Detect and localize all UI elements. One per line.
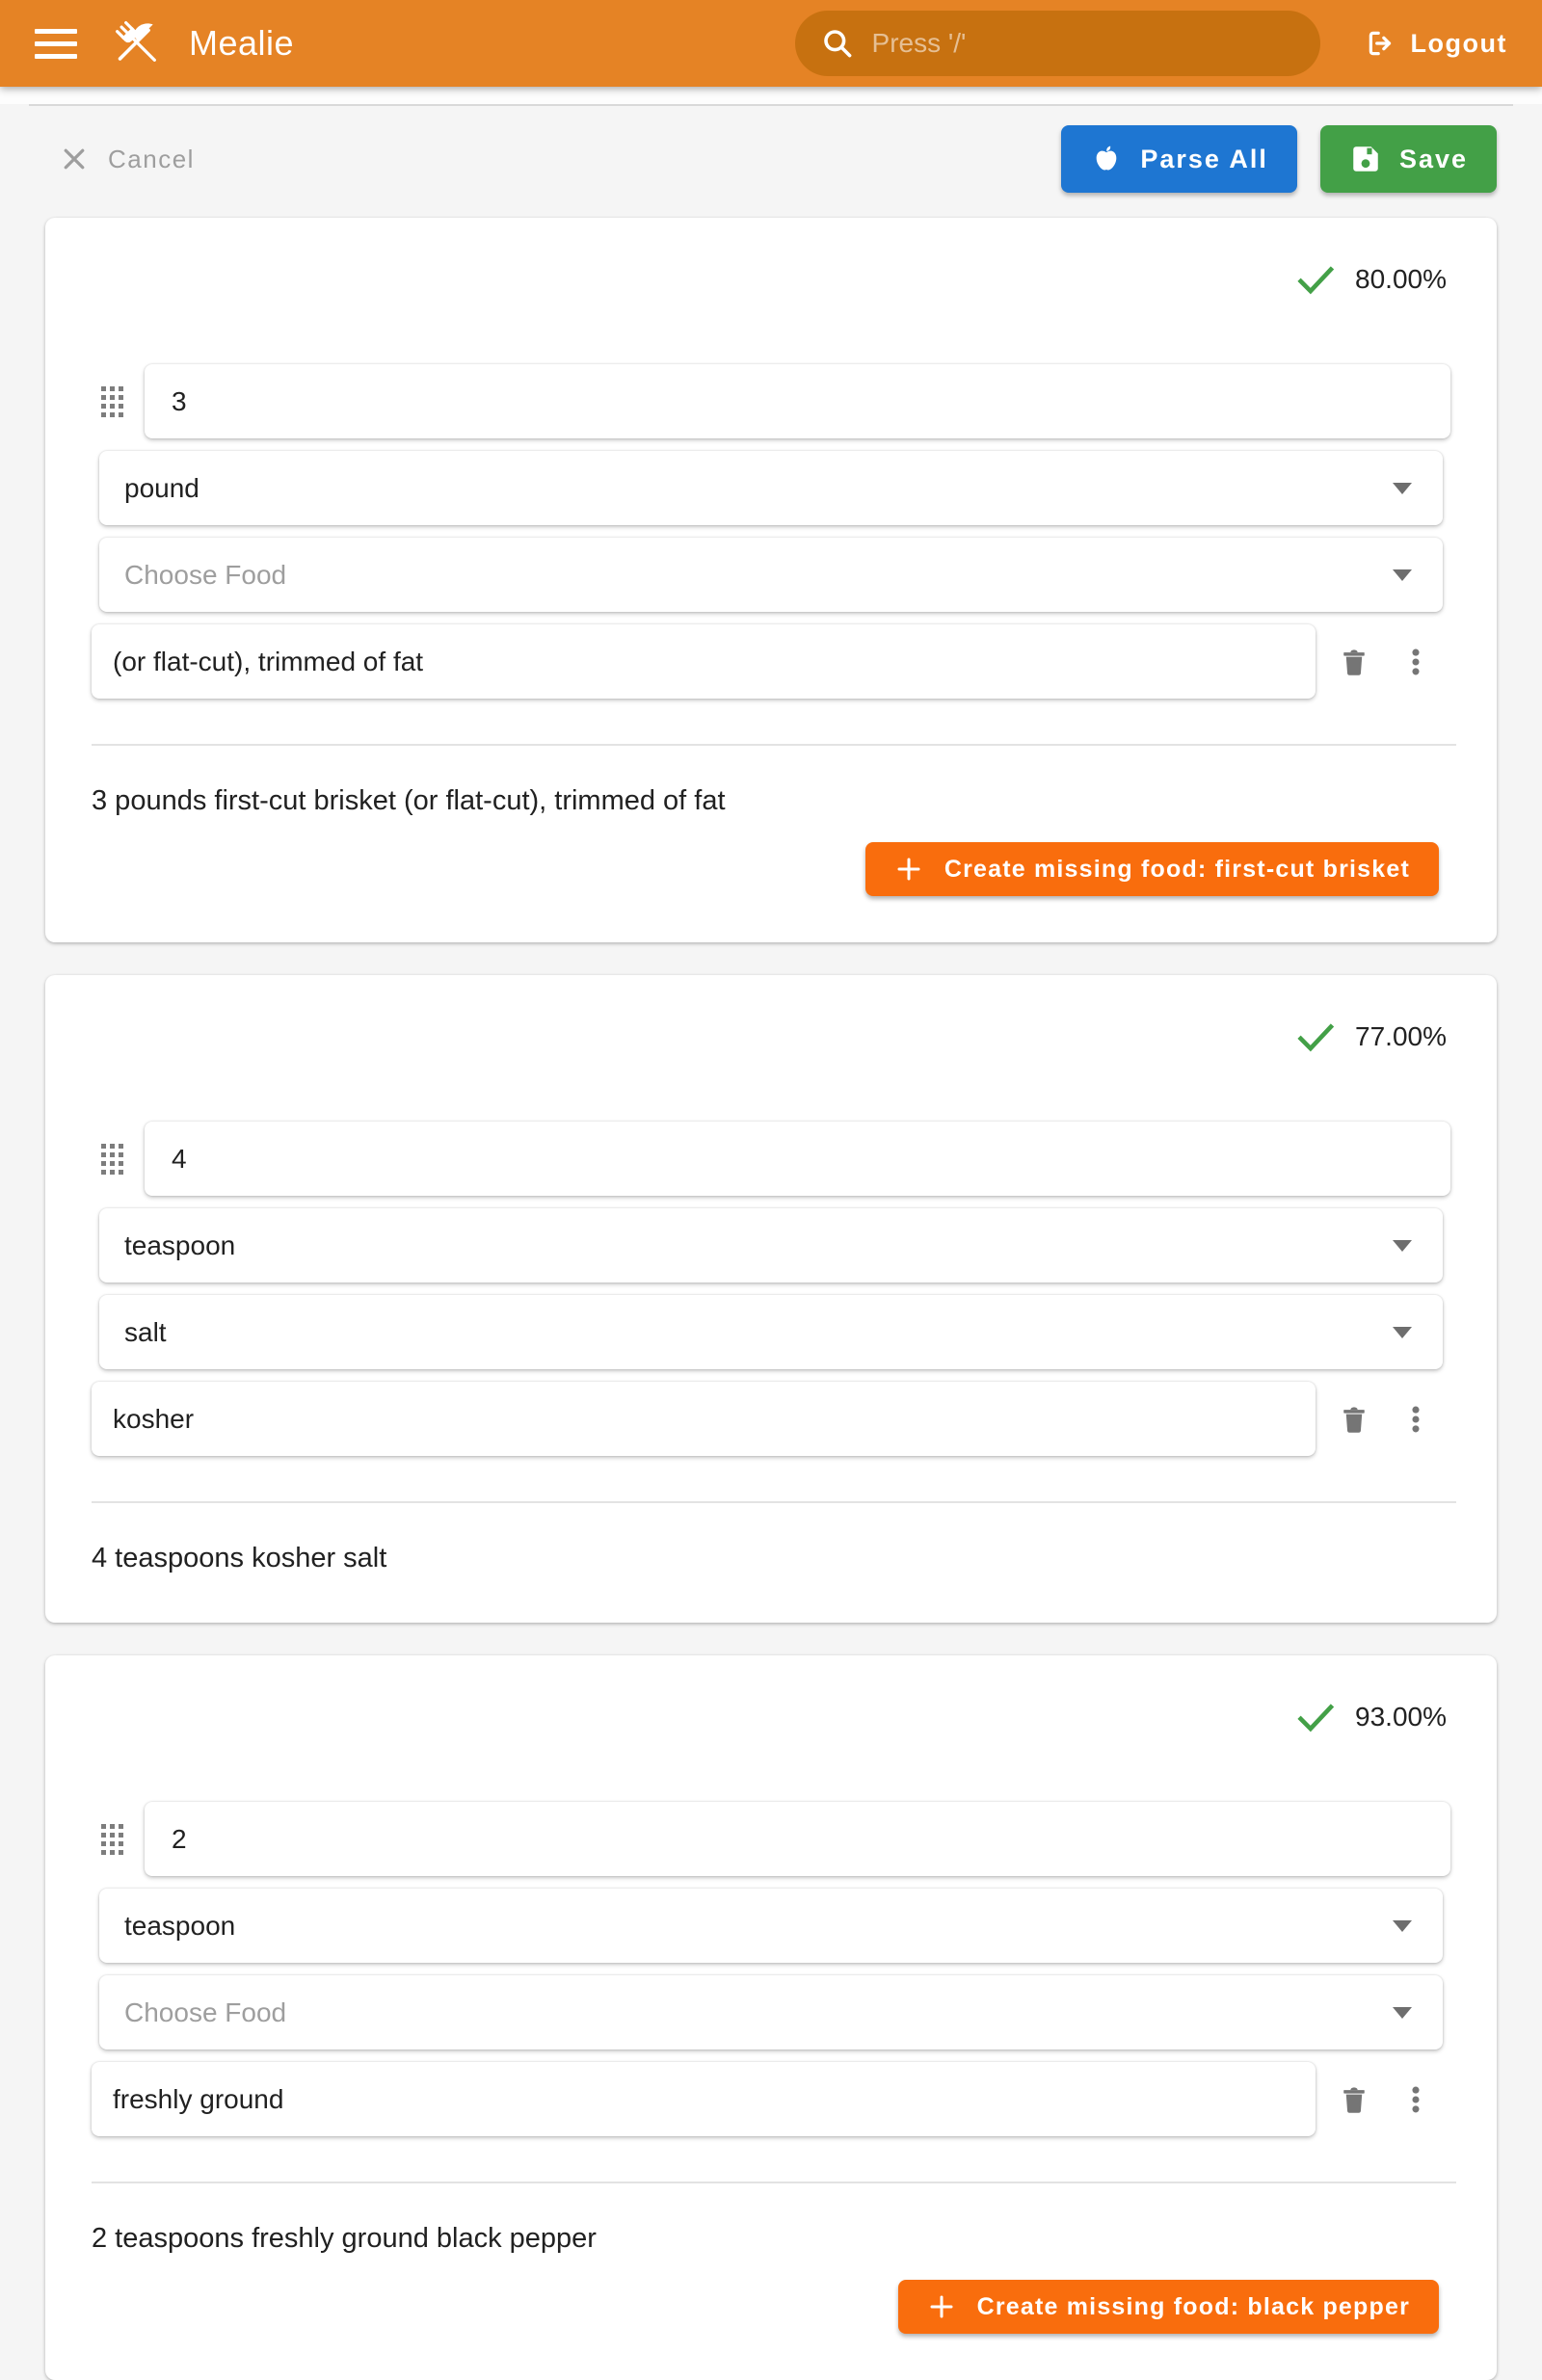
chevron-down-icon xyxy=(1393,569,1412,581)
quantity-row xyxy=(101,1122,1450,1196)
note-input[interactable] xyxy=(92,1382,1316,1456)
quantity-input[interactable] xyxy=(145,364,1450,438)
mealie-logo-icon xyxy=(106,12,170,75)
parse-all-label: Parse All xyxy=(1140,144,1268,173)
close-icon xyxy=(60,145,89,173)
ingredient-card xyxy=(45,1655,1497,2380)
confidence-value: 77.00% xyxy=(1355,1021,1447,1051)
note-input[interactable] xyxy=(92,624,1316,699)
menu-icon[interactable] xyxy=(35,22,81,65)
create-missing-food-label: Create missing food: first-cut brisket xyxy=(944,855,1410,883)
note-field xyxy=(92,624,1316,699)
save-label: Save xyxy=(1398,144,1468,173)
quantity-field xyxy=(145,1122,1450,1196)
card-divider xyxy=(92,2182,1456,2183)
original-ingredient-text: 4 teaspoons kosher salt xyxy=(92,1543,387,1573)
trash-icon xyxy=(1338,2083,1370,2116)
cancel-label: Cancel xyxy=(108,144,195,173)
plus-icon xyxy=(894,855,923,884)
kebab-menu-icon xyxy=(1399,646,1432,678)
create-missing-food-button[interactable] xyxy=(865,842,1439,896)
ingredient-parser-list xyxy=(0,193,1542,2380)
delete-ingredient-button[interactable] xyxy=(1331,2076,1377,2123)
note-row xyxy=(92,1382,1439,1456)
note-row xyxy=(92,2062,1439,2136)
quantity-field xyxy=(145,1802,1450,1876)
unit-value: pound xyxy=(124,472,199,503)
chevron-down-icon xyxy=(1393,1920,1412,1932)
create-missing-food-row xyxy=(45,2280,1439,2334)
confidence-row xyxy=(45,258,1447,301)
food-value: salt xyxy=(124,1316,167,1347)
drag-handle-icon[interactable] xyxy=(101,1824,123,1855)
unit-select[interactable] xyxy=(99,1889,1443,1963)
create-missing-food-label: Create missing food: black pepper xyxy=(976,2292,1410,2320)
plus-icon xyxy=(927,2292,956,2321)
unit-value: teaspoon xyxy=(124,1910,236,1941)
search-icon xyxy=(820,26,855,61)
more-options-button[interactable] xyxy=(1393,2076,1439,2123)
quantity-input[interactable] xyxy=(145,1802,1450,1876)
save-button[interactable] xyxy=(1320,125,1497,193)
unit-value: teaspoon xyxy=(124,1230,236,1260)
trash-icon xyxy=(1338,1403,1370,1436)
original-ingredient-text: 3 pounds first-cut brisket (or flat-cut), trimmed of fat xyxy=(92,785,726,816)
quantity-row xyxy=(101,1802,1450,1876)
search-bar[interactable] xyxy=(795,11,1320,76)
app-title: Mealie xyxy=(189,23,295,63)
logout-button[interactable] xyxy=(1359,26,1513,61)
ingredient-card xyxy=(45,218,1497,942)
quantity-field xyxy=(145,364,1450,438)
trash-icon xyxy=(1338,646,1370,678)
food-select[interactable] xyxy=(99,1295,1443,1369)
kebab-menu-icon xyxy=(1399,2083,1432,2116)
apple-icon xyxy=(1090,143,1123,175)
confidence-value: 80.00% xyxy=(1355,264,1447,294)
confidence-row xyxy=(45,1696,1447,1738)
original-ingredient-text: 2 teaspoons freshly ground black pepper xyxy=(92,2223,597,2254)
confidence-check-icon xyxy=(1293,1695,1338,1739)
confidence-value: 93.00% xyxy=(1355,1702,1447,1732)
delete-ingredient-button[interactable] xyxy=(1331,1396,1377,1442)
drag-handle-icon[interactable] xyxy=(101,1144,123,1175)
card-divider xyxy=(92,744,1456,746)
chevron-down-icon xyxy=(1393,1240,1412,1252)
search-input[interactable] xyxy=(870,27,1295,60)
create-missing-food-row xyxy=(45,842,1439,896)
unit-select[interactable] xyxy=(99,451,1443,525)
create-missing-food-button[interactable] xyxy=(898,2280,1439,2334)
confidence-row xyxy=(45,1016,1447,1058)
ingredient-card xyxy=(45,975,1497,1623)
parse-all-button[interactable] xyxy=(1061,125,1297,193)
chevron-down-icon xyxy=(1393,2007,1412,2019)
save-icon xyxy=(1349,143,1382,175)
cancel-button[interactable] xyxy=(54,135,200,184)
note-row xyxy=(92,624,1439,699)
more-options-button[interactable] xyxy=(1393,1396,1439,1442)
delete-ingredient-button[interactable] xyxy=(1331,639,1377,685)
logout-icon xyxy=(1365,27,1397,60)
note-field xyxy=(92,1382,1316,1456)
food-placeholder: Choose Food xyxy=(124,1997,287,2027)
chevron-down-icon xyxy=(1393,483,1412,494)
note-input[interactable] xyxy=(92,2062,1316,2136)
quantity-input[interactable] xyxy=(145,1122,1450,1196)
confidence-check-icon xyxy=(1293,1015,1338,1059)
drag-handle-icon[interactable] xyxy=(101,386,123,417)
quantity-row xyxy=(101,364,1450,438)
chevron-down-icon xyxy=(1393,1327,1412,1338)
food-select[interactable] xyxy=(99,538,1443,612)
kebab-menu-icon xyxy=(1399,1403,1432,1436)
logout-label: Logout xyxy=(1410,28,1507,58)
food-select[interactable] xyxy=(99,1975,1443,2049)
confidence-check-icon xyxy=(1293,257,1338,302)
editor-toolbar xyxy=(0,106,1542,193)
unit-select[interactable] xyxy=(99,1208,1443,1283)
header-content-gap xyxy=(0,87,1542,104)
app-header xyxy=(0,0,1542,87)
food-placeholder: Choose Food xyxy=(124,559,287,590)
note-field xyxy=(92,2062,1316,2136)
more-options-button[interactable] xyxy=(1393,639,1439,685)
card-divider xyxy=(92,1501,1456,1503)
